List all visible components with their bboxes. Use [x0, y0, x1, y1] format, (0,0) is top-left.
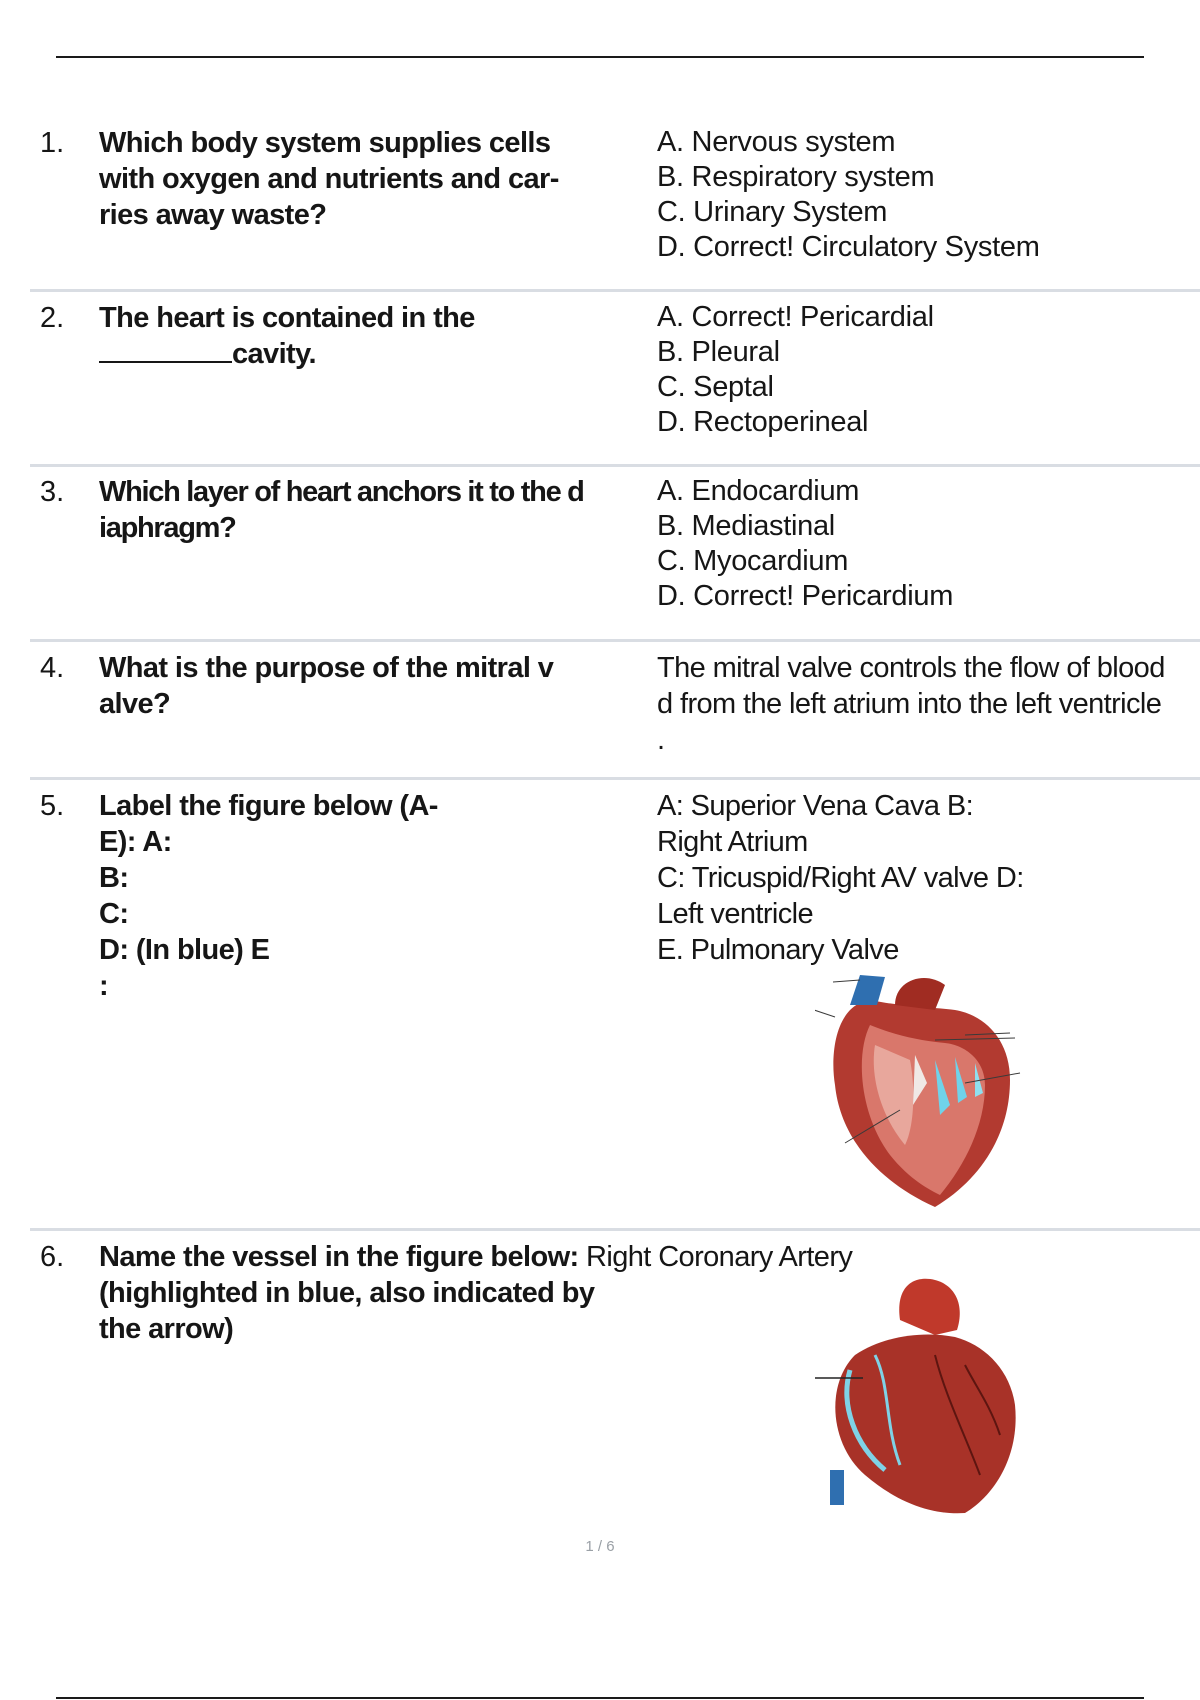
label-line [815, 1007, 835, 1017]
question-text-bold-continued: (highlighted in blue, also indicated by the arrow) [99, 1277, 595, 1345]
answer-text: The mitral valve controls the flow of blood d from the left atrium into the left ventricle . [657, 652, 1165, 756]
fill-in-blank [99, 339, 232, 363]
page-number: 1 / 6 [585, 1538, 615, 1555]
answer-option: B. Pleural [657, 336, 780, 368]
answer-option: D. Correct! Pericardium [657, 580, 954, 612]
answer-option: A. Endocardium [657, 475, 860, 507]
row-divider [30, 639, 1200, 642]
label-line [833, 980, 860, 982]
answer-option: A. Correct! Pericardial [657, 301, 934, 333]
heart-coronary-illustration [815, 1275, 1030, 1520]
aorta [895, 978, 945, 1010]
question-text: Which body system supplies cells with oxygen and nutrients and car- ries away waste? [99, 127, 559, 231]
heart-cross-section-illustration [815, 965, 1025, 1215]
question-text: Label the figure below (A- E): A: B: C: D: (In blue) E : [99, 790, 438, 1002]
top-rule [56, 56, 1144, 58]
question-number: 3. [40, 476, 65, 508]
question-number: 2. [40, 302, 65, 334]
bottom-rule [56, 1697, 1144, 1699]
question-number: 6. [40, 1241, 65, 1273]
answer-option: C. Myocardium [657, 545, 849, 577]
question-text: What is the purpose of the mitral v alve? [99, 652, 554, 720]
answer-list [657, 300, 1200, 440]
question-text [99, 300, 654, 372]
question-text [99, 1239, 859, 1347]
answer-option: D. Rectoperineal [657, 406, 869, 438]
answer-option: B. Mediastinal [657, 510, 835, 542]
question-text-tail: cavity. [232, 338, 316, 370]
superior-vena-cava [850, 975, 885, 1005]
question-text: Which layer of heart anchors it to the d iaphragm? [99, 476, 584, 544]
row-divider [30, 289, 1200, 292]
answer-option: C. Septal [657, 371, 774, 403]
question-text-line: The heart is contained in the [99, 302, 475, 334]
answer-option: D. Correct! Circulatory System [657, 231, 1040, 263]
answer-option: C. Urinary System [657, 196, 888, 228]
answer-list [657, 125, 1200, 265]
heart-muscle [835, 1334, 1015, 1513]
answer-text: A: Superior Vena Cava B: Right Atrium C: Tricuspid/Right AV valve D: Left ventricle E. Pulmonary Valve [657, 790, 1024, 966]
row-divider [30, 777, 1200, 780]
inline-answer: Right Coronary Artery [578, 1241, 853, 1273]
question-number: 1. [40, 127, 65, 159]
question-number: 4. [40, 652, 65, 684]
vena-cava [830, 1470, 844, 1505]
answer-list [657, 474, 1200, 614]
aorta-arch [899, 1279, 960, 1335]
question-number: 5. [40, 790, 65, 822]
answer-option: B. Respiratory system [657, 161, 935, 193]
row-divider [30, 464, 1200, 467]
row-divider [30, 1228, 1200, 1231]
question-text-bold: Name the vessel in the figure below: [99, 1241, 579, 1273]
answer-option: A. Nervous system [657, 126, 896, 158]
